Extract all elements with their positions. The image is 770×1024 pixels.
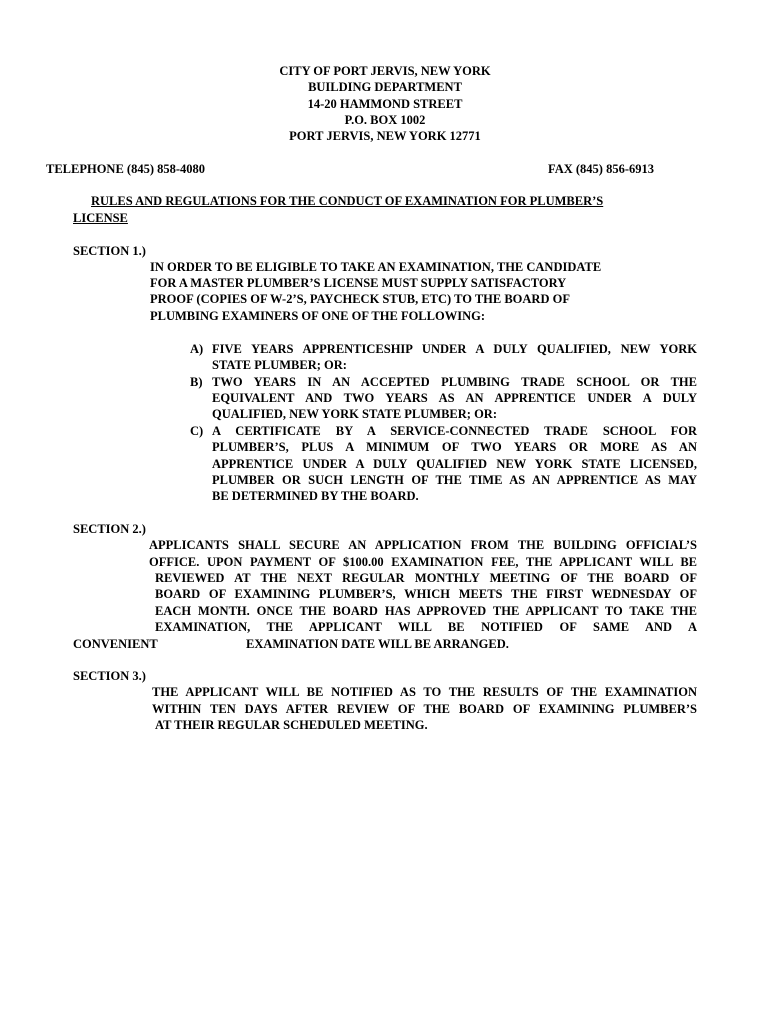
item-a-line: STATE PLUMBER; OR: xyxy=(212,358,347,372)
section2-line: BOARD OF EXAMINING PLUMBER’S, WHICH MEETS THE FIRST WEDNESDAY OF xyxy=(155,587,697,601)
section2-line: OFFICE. UPON PAYMENT OF $100.00 EXAMINATION FEE, THE APPLICANT WILL BE xyxy=(149,555,697,569)
section1-line: PROOF (COPIES OF W-2’S, PAYCHECK STUB, ETC) TO THE BOARD OF xyxy=(150,292,570,306)
section2-last-line: EXAMINATION DATE WILL BE ARRANGED. xyxy=(246,637,509,651)
section1-line: FOR A MASTER PLUMBER’S LICENSE MUST SUPPLY SATISFACTORY xyxy=(150,276,567,290)
section2-line: EXAMINATION, THE APPLICANT WILL BE NOTIFIED OF SAME AND A xyxy=(155,620,697,634)
header-line-city: CITY OF PORT JERVIS, NEW YORK xyxy=(279,64,491,78)
item-c-line: APPRENTICE UNDER A DULY QUALIFIED NEW YORK STATE LICENSED, xyxy=(212,457,697,471)
item-b-line: TWO YEARS IN AN ACCEPTED PLUMBING TRADE SCHOOL OR THE xyxy=(212,375,697,389)
item-c-line: PLUMBER OR SUCH LENGTH OF THE TIME AS AN APPRENTICE AS MAY xyxy=(212,473,697,487)
section1-line: IN ORDER TO BE ELIGIBLE TO TAKE AN EXAMINATION, THE CANDIDATE xyxy=(150,260,602,274)
item-b-line: QUALIFIED, NEW YORK STATE PLUMBER; OR: xyxy=(212,407,497,421)
document-title-line1: RULES AND REGULATIONS FOR THE CONDUCT OF EXAMINATION FOR PLUMBER’S xyxy=(91,194,604,208)
section2-line: APPLICANTS SHALL SECURE AN APPLICATION FROM THE BUILDING OFFICIAL’S xyxy=(149,538,697,552)
section3-line: THE APPLICANT WILL BE NOTIFIED AS TO THE RESULTS OF THE EXAMINATION xyxy=(152,685,697,699)
item-a-line: FIVE YEARS APPRENTICESHIP UNDER A DULY QUALIFIED, NEW YORK xyxy=(212,342,697,356)
section2-line: EACH MONTH. ONCE THE BOARD HAS APPROVED THE APPLICANT TO TAKE THE xyxy=(155,604,697,618)
item-b-marker: B) xyxy=(190,375,203,389)
section2-line: REVIEWED AT THE NEXT REGULAR MONTHLY MEETING OF THE BOARD OF xyxy=(155,571,697,585)
item-b-line: EQUIVALENT AND TWO YEARS AS AN APPRENTICE UNDER A DULY xyxy=(212,391,697,405)
item-c-line: A CERTIFICATE BY A SERVICE-CONNECTED TRADE SCHOOL FOR xyxy=(212,424,697,438)
item-c-line: PLUMBER’S, PLUS A MINIMUM OF TWO YEARS OR MORE AS AN xyxy=(212,440,697,454)
item-c-line: BE DETERMINED BY THE BOARD. xyxy=(212,489,419,503)
item-c-marker: C) xyxy=(190,424,204,438)
fax-number: FAX (845) 856-6913 xyxy=(548,162,654,176)
section3-heading: SECTION 3.) xyxy=(73,669,146,683)
item-a-marker: A) xyxy=(190,342,204,356)
header-line-street: 14-20 HAMMOND STREET xyxy=(307,97,463,111)
telephone-number: TELEPHONE (845) 858-4080 xyxy=(46,162,206,176)
header-line-department: BUILDING DEPARTMENT xyxy=(308,80,462,94)
document-title-line2: LICENSE xyxy=(73,211,128,225)
section2-wrapped-word: CONVENIENT xyxy=(73,637,158,651)
section3-line: WITHIN TEN DAYS AFTER REVIEW OF THE BOARD OF EXAMINING PLUMBER’S xyxy=(152,702,697,716)
section1-line: PLUMBING EXAMINERS OF ONE OF THE FOLLOWING: xyxy=(150,309,485,323)
header-line-citystate: PORT JERVIS, NEW YORK 12771 xyxy=(289,129,481,143)
section2-heading: SECTION 2.) xyxy=(73,522,146,536)
section3-line: AT THEIR REGULAR SCHEDULED MEETING. xyxy=(155,718,428,732)
section1-heading: SECTION 1.) xyxy=(73,244,146,258)
header-line-pobox: P.O. BOX 1002 xyxy=(344,113,426,127)
